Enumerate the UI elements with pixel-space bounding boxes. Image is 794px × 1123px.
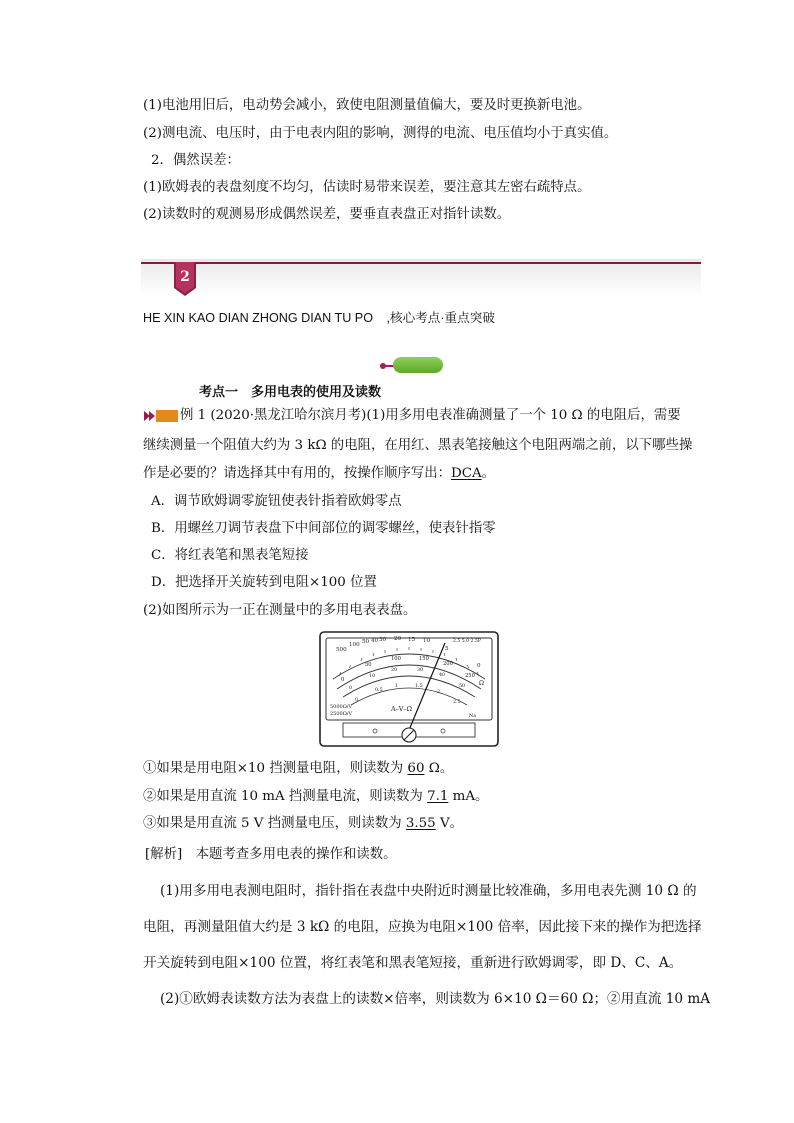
section-number: 2 <box>180 269 190 285</box>
example-line-3-text: 作是必要的？请选择其中有用的，按操作顺序写出： <box>143 466 451 481</box>
svg-text:50: 50 <box>365 662 372 668</box>
svg-text:15: 15 <box>408 637 416 643</box>
section-pinyin: HE XIN KAO DIAN ZHONG DIAN TU PO <box>143 311 373 325</box>
analysis-intro <box>145 845 396 865</box>
svg-text:0: 0 <box>341 677 345 683</box>
svg-text:500: 500 <box>336 647 347 653</box>
svg-text:10: 10 <box>423 638 431 644</box>
answer-2-value: 7.1 <box>427 789 449 804</box>
svg-text:0: 0 <box>477 663 481 669</box>
answer-1-value: 60 <box>407 761 425 776</box>
svg-text:150: 150 <box>419 656 429 662</box>
svg-text:A–V–Ω: A–V–Ω <box>391 705 412 713</box>
svg-text:2500Ω/V: 2500Ω/V <box>330 711 353 717</box>
error-line-2: (2)测电流、电压时，由于电表内阻的影响，测得的电流、电压值均小于真实值。 <box>143 126 618 141</box>
svg-text:100: 100 <box>349 642 360 648</box>
answer-1-text: ①如果是用电阻×10 挡测量电阻，则读数为 <box>143 761 408 776</box>
example-line-2: 继续测量一个阻值大约为 3 kΩ 的电阻，在用红、黑表笔接触这个电阻两端之前，以下哪些操 <box>143 438 693 453</box>
multimeter-figure <box>319 631 499 747</box>
option-a: A．调节欧姆调零旋钮使表针指着欧姆零点 <box>151 494 402 509</box>
svg-text:0: 0 <box>355 698 359 703</box>
pill-dot-icon <box>380 363 386 369</box>
error-line-3: (1)欧姆表的表盘刻度不均匀，估读时易带来误差，要注意其左密右疏特点。 <box>143 180 591 195</box>
svg-text:Na: Na <box>469 714 477 719</box>
svg-text:5000Ω/V: 5000Ω/V <box>330 704 353 710</box>
error-line-1: (1)电池用旧后，电动势会减小，致使电阻测量值偏大，要及时更换新电池。 <box>143 98 591 113</box>
answer-2-text: ②如果是用直流 10 mA 挡测量电流，则读数为 <box>143 789 428 804</box>
analysis-p2-line-1: (2)①欧姆表读数方法为表盘上的读数×倍率，则读数为 6×10 Ω＝60 Ω；②用直流 10 mA <box>160 991 711 1007</box>
svg-text:0: 0 <box>349 686 353 691</box>
analysis-p1-line-1: (1)用多用电表测电阻时，指针指在表盘中央附近时测量比较准确，多用电表先测 10 Ω 的 <box>160 883 697 899</box>
section-rule <box>141 262 701 264</box>
example-line-1: 例 1 (2020·黑龙江哈尔滨月考)(1)用多用电表准确测量了一个 10 Ω 的电阻后，需要 <box>180 408 681 423</box>
error-heading-random: 2．偶然误差： <box>151 153 240 168</box>
answer-3-text: ③如果是用直流 5 V 挡测量电压，则读数为 <box>143 816 406 831</box>
answer-2-unit: mA。 <box>448 789 489 804</box>
answer-order: DCA <box>450 466 482 481</box>
svg-text:1.5: 1.5 <box>415 684 423 689</box>
analysis-p1-line-2: 电阻，再测量阻值大约是 3 kΩ 的电阻，应换为电阻×100 倍率，因此接下来的操作为把选择 <box>143 919 702 935</box>
svg-text:250: 250 <box>465 673 475 679</box>
svg-text:50: 50 <box>459 684 466 689</box>
answer-3-unit: V。 <box>435 816 464 831</box>
kaodian-pill <box>393 357 443 373</box>
svg-text:5: 5 <box>445 646 449 652</box>
kaodian-title: 考点一 多用电表的使用及读数 <box>199 385 382 400</box>
svg-text:20: 20 <box>391 668 398 673</box>
section-band <box>141 259 701 297</box>
svg-text:30: 30 <box>379 637 387 643</box>
svg-text:100: 100 <box>391 656 401 662</box>
svg-text:20: 20 <box>394 636 402 642</box>
answer-line-2 <box>143 787 488 807</box>
option-c: C．将红表笔和黑表笔短接 <box>151 548 309 563</box>
example-arrow-icon <box>144 410 178 422</box>
svg-text:10: 10 <box>369 674 376 679</box>
svg-text:2: 2 <box>437 690 441 695</box>
svg-text:1: 1 <box>395 684 399 689</box>
answer-3-value: 3.55 <box>405 816 436 831</box>
option-b: B．用螺丝刀调节表盘下中间部位的调零螺丝，使表针指零 <box>151 521 496 536</box>
svg-text:40: 40 <box>371 638 379 644</box>
answer-line-3 <box>143 814 463 834</box>
answer-1-unit: Ω。 <box>424 761 454 776</box>
svg-text:2.5 5.0 2.5P: 2.5 5.0 2.5P <box>453 639 481 644</box>
svg-text:Ω: Ω <box>479 680 484 687</box>
svg-text:200: 200 <box>443 661 453 667</box>
section-title: ,核心考点·重点突破 <box>386 311 495 325</box>
svg-text:2.5: 2.5 <box>453 700 461 705</box>
error-line-4: (2)读数时的观测易形成偶然误差，要垂直表盘正对指针读数。 <box>143 207 511 222</box>
example-line-3-end: 。 <box>481 466 496 481</box>
analysis-p1-line-3: 开关旋转到电阻×100 位置，将红表笔和黑表笔短接，重新进行欧姆调零，即 D、C、A。 <box>143 955 683 971</box>
example-line-3 <box>143 464 495 484</box>
section-title-row <box>143 308 495 328</box>
svg-text:50: 50 <box>362 639 370 645</box>
analysis-label: [解析] <box>145 847 183 862</box>
svg-text:0.5: 0.5 <box>375 688 383 693</box>
answer-line-1 <box>143 759 453 779</box>
analysis-intro-text: 本题考查多用电表的操作和读数。 <box>182 847 397 862</box>
section-badge-icon <box>174 262 196 296</box>
option-d: D．把选择开关旋转到电阻×100 位置 <box>151 575 377 590</box>
svg-text:40: 40 <box>439 673 446 678</box>
example-part-2: (2)如图所示为一正在测量中的多用电表表盘。 <box>143 603 417 618</box>
svg-text:30: 30 <box>417 668 424 673</box>
